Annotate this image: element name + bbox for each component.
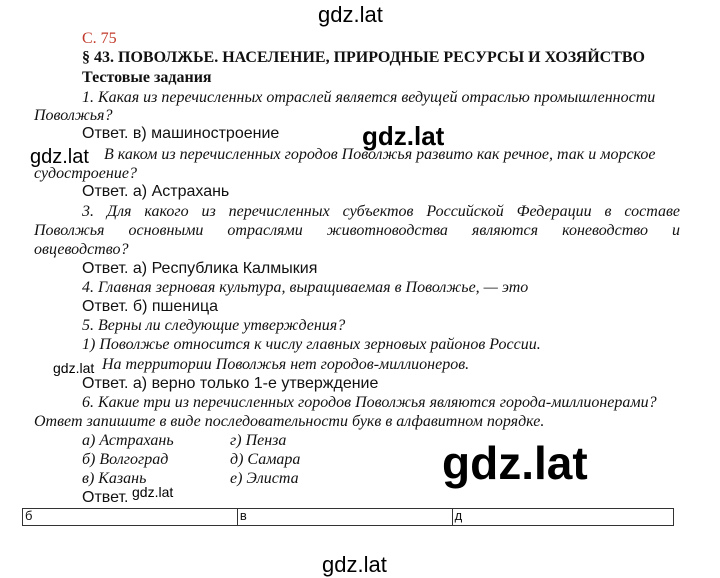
q3-text-line2: Поволжья основными отраслями животноводства являются коневодство и xyxy=(34,222,680,239)
watermark-small-left: gdz.lat xyxy=(53,360,95,376)
answer-cell-3: д xyxy=(452,509,673,526)
q6-answer-label: Ответ. xyxy=(82,489,129,506)
q6-option-e: е) Элиста xyxy=(230,470,299,487)
q5-answer: Ответ. а) верно только 1-е утверждение xyxy=(82,375,379,392)
q6-option-b: б) Волгоград xyxy=(82,451,169,468)
q5-statement-2: На территории Поволжья нет городов-миллионеров. xyxy=(102,356,470,373)
watermark-answer-small: gdz.lat xyxy=(132,484,174,500)
answer-cell-1: б xyxy=(23,509,238,526)
q5-statement-1: 1) Поволжье относится к числу главных зерновых районов России. xyxy=(82,336,541,353)
section-subtitle: Тестовые задания xyxy=(82,69,212,86)
q1-text-line2: Поволжья? xyxy=(34,107,113,124)
watermark-mid-right: gdz.lat xyxy=(362,121,445,151)
q6-option-v: в) Казань xyxy=(82,470,147,487)
watermark-big: gdz.lat xyxy=(442,437,588,489)
q3-text-line3: овцеводство? xyxy=(34,241,129,258)
q1-answer: Ответ. в) машиностроение xyxy=(82,125,280,142)
watermark-top: gdz.lat xyxy=(318,2,383,27)
q2-answer: Ответ. а) Астрахань xyxy=(82,183,230,200)
q1-text-line1: 1. Какая из перечисленных отраслей является ведущей отраслью промышленности xyxy=(82,89,656,106)
watermark-bottom: gdz.lat xyxy=(322,552,387,577)
answer-cell-2: в xyxy=(237,509,452,526)
section-title: § 43. ПОВОЛЖЬЕ. НАСЕЛЕНИЕ, ПРИРОДНЫЕ РЕСУРСЫ И ХОЗЯЙСТВО xyxy=(82,49,645,66)
q4-text-line1: 4. Главная зерновая культура, выращиваемая в Поволжье, — это xyxy=(82,279,529,296)
q2-text-line1: В каком из перечисленных городов Поволжья развито как речное, так и морское xyxy=(104,146,656,163)
watermark-left: gdz.lat xyxy=(30,146,89,168)
q5-text-line1: 5. Верны ли следующие утверждения? xyxy=(82,317,346,334)
q6-option-g: г) Пенза xyxy=(230,432,287,449)
q2-text-line2: судостроение? xyxy=(34,165,137,182)
q6-text-line1: 6. Какие три из перечисленных городов Поволжья являются города-миллионерами? xyxy=(82,394,657,411)
q3-text-line1: 3. Для какого из перечисленных субъектов Российской Федерации в составе xyxy=(82,203,680,220)
page-reference: С. 75 xyxy=(82,30,117,47)
table-row xyxy=(23,509,674,526)
q6-option-d: д) Самара xyxy=(230,451,301,468)
q6-text-line2: Ответ запишите в виде последовательности букв в алфавитном порядке. xyxy=(34,413,545,430)
q3-answer: Ответ. а) Республика Калмыкия xyxy=(82,260,318,277)
answer-table xyxy=(22,508,674,526)
q6-option-a: а) Астрахань xyxy=(82,432,174,449)
q4-answer: Ответ. б) пшеница xyxy=(82,298,219,315)
